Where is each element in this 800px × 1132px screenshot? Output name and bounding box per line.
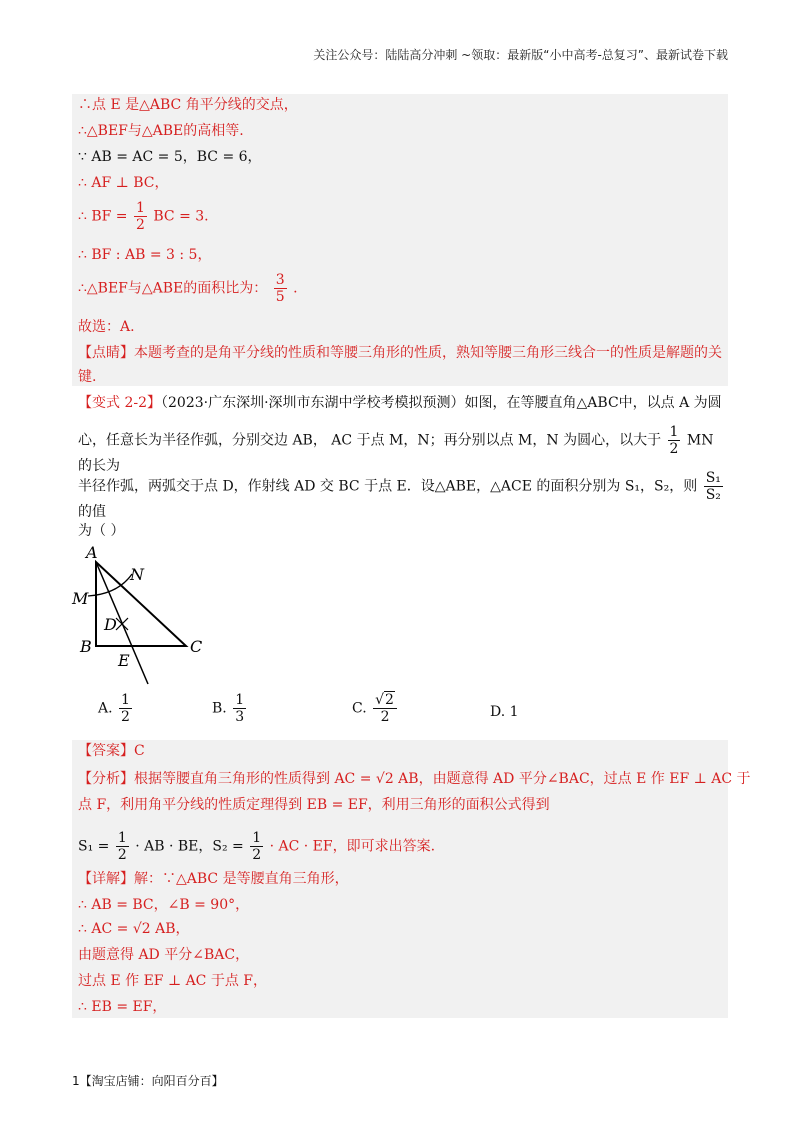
fraction <box>116 830 129 863</box>
option-d[interactable] <box>490 704 519 720</box>
solution-block <box>72 94 728 386</box>
label-m: M <box>72 589 89 608</box>
fraction-numerator: 3 <box>275 272 285 288</box>
fraction-denominator: 3 <box>235 709 245 725</box>
solution-line-5-post: BC = 3. <box>153 208 209 225</box>
solution-line-1: ∴点 E 是△ABC 角平分线的交点， <box>78 97 298 113</box>
detail-line-5: 过点 E 作 EF ⊥ AC 于点 F， <box>78 973 268 989</box>
fraction-denominator: 2 <box>669 441 679 457</box>
question-line-2 <box>78 424 728 475</box>
detail-text-3a: ∴ AC = <box>78 921 129 937</box>
fraction-numerator: 1 <box>669 424 679 440</box>
solution-line-7-post: . <box>293 280 298 297</box>
fraction-numerator <box>373 692 397 709</box>
solution-line-7-pre: ∴△BEF与△ABE的面积比为： <box>78 280 268 297</box>
label-n: N <box>130 565 144 584</box>
fraction <box>373 692 397 725</box>
detail-line-4: 由题意得 AD 平分∠BAC， <box>78 947 250 963</box>
question-text-2-post: MN 的长为 <box>78 432 714 474</box>
detail-tag: 【详解】 <box>78 871 134 887</box>
fraction-denominator: 2 <box>117 847 127 863</box>
answer-block <box>72 740 751 1018</box>
radicand: 2 <box>385 692 394 708</box>
option-c-label: C. <box>352 700 367 717</box>
analysis-line-1 <box>78 770 751 788</box>
question-text-1: （2023·广东深圳·深圳市东湖中学校考模拟预测）如图，在等腰直角△ABC中，以点 A 为圆 <box>161 395 722 411</box>
analysis-tag: 【分析】 <box>78 771 134 787</box>
fraction-numerator: 1 <box>252 830 262 846</box>
comment-body: 本题考查的是角平分线的性质和等腰三角形的性质，熟知等腰三角形三线合一的性质是解题的关 <box>134 345 722 361</box>
fraction <box>250 830 263 863</box>
page-header: 关注公众号：陆陆高分冲刺 ~领取：最新版“小中高考-总复习”、最新试卷下载 <box>313 48 728 62</box>
fraction-numerator: 1 <box>117 830 127 846</box>
option-b[interactable] <box>212 692 248 725</box>
sqrt-symbol: √ <box>132 921 142 937</box>
analysis-line-3 <box>78 830 435 863</box>
analysis-line-2: 点 F，利用角平分线的性质定理得到 EB = EF，利用三角形的面积公式得到 <box>78 797 550 813</box>
label-d: D <box>104 615 117 634</box>
solution-line-3: ∵ AB = AC = 5，BC = 6， <box>78 149 262 165</box>
option-a[interactable] <box>98 692 134 725</box>
comment-tag: 【点睛】 <box>78 345 134 361</box>
fraction-denominator: S₂ <box>705 487 721 503</box>
analysis-s2-expr: · AC · EF，即可求出答案. <box>269 838 436 855</box>
answer-value: C <box>134 743 145 759</box>
detail-line-3 <box>78 920 190 938</box>
sqrt-symbol: √ <box>375 771 385 787</box>
solution-line-2: ∴△BEF与△ABE的高相等. <box>78 123 244 139</box>
solution-choice: 故选：A. <box>78 319 135 335</box>
question-text-2: 心，任意长为半径作弧，分别交边 AB， AC 于点 M，N；再分别以点 M，N 为圆心，以大于 <box>78 432 662 449</box>
fraction-numerator: 1 <box>235 692 245 708</box>
fraction <box>274 272 287 305</box>
label-b: B <box>80 637 92 656</box>
label-a: A <box>86 543 98 562</box>
label-c: C <box>190 637 203 656</box>
question-line-4: 为（ ） <box>78 523 125 539</box>
answer-line <box>78 742 145 760</box>
solution-line-5-pre: ∴ BF = <box>78 208 128 225</box>
detail-line-1 <box>78 870 349 888</box>
option-d-value: 1 <box>509 704 519 720</box>
option-c[interactable] <box>352 692 399 725</box>
geometry-figure <box>70 540 220 690</box>
fraction-denominator: 2 <box>121 709 130 725</box>
detail-line-2: ∴ AB = BC，∠B = 90°， <box>78 897 250 913</box>
solution-line-4: ∴ AF ⊥ BC， <box>78 175 169 191</box>
fraction-numerator: 1 <box>136 200 145 216</box>
solution-line-6: ∴ BF : AB = 3 : 5， <box>78 247 212 263</box>
fraction-denominator: 2 <box>252 847 262 863</box>
answer-tag: 【答案】 <box>78 743 134 759</box>
comment-continuation: 键. <box>78 369 97 385</box>
fraction <box>119 692 132 725</box>
analysis-s1-expr: · AB · BE，S₂ = <box>135 838 244 855</box>
analysis-text-1a: 根据等腰直角三角形的性质得到 AC = <box>134 771 372 787</box>
fraction-numerator: 1 <box>121 692 130 708</box>
option-b-label: B. <box>212 700 227 717</box>
solution-line-7 <box>78 272 298 305</box>
fraction <box>134 200 147 233</box>
comment <box>78 344 722 362</box>
option-d-label: D. <box>490 704 506 720</box>
label-e: E <box>118 651 130 670</box>
fraction <box>704 470 723 503</box>
question-text-3-post: 的值 <box>78 504 106 520</box>
fraction <box>668 424 681 457</box>
page-footer: 1【淘宝店铺：向阳百分百】 <box>72 1074 224 1088</box>
analysis-s1: S₁ = <box>78 838 110 855</box>
fraction-numerator: S₁ <box>705 470 721 486</box>
fraction-denominator: 2 <box>380 709 390 725</box>
question-line-1 <box>78 394 728 412</box>
question-tag: 【变式 2-2】 <box>78 395 161 411</box>
analysis-text-1b: 2 AB，由题意得 AD 平分∠BAC，过点 E 作 EF ⊥ AC 于 <box>384 771 751 787</box>
detail-text-1: 解：∵△ABC 是等腰直角三角形， <box>134 871 349 887</box>
sqrt: √2 <box>375 692 394 708</box>
fraction-denominator: 2 <box>136 217 145 233</box>
question-text-3: 半径作弧，两弧交于点 D，作射线 AD 交 BC 于点 E．设△ABE，△ACE 的面积分别为 S₁，S₂，则 <box>78 478 698 495</box>
fraction <box>233 692 246 725</box>
question-line-3 <box>78 470 728 521</box>
solution-line-5 <box>78 200 209 233</box>
fraction-denominator: 5 <box>275 289 285 305</box>
detail-text-3b: 2 AB， <box>141 921 190 937</box>
option-a-label: A. <box>98 700 113 717</box>
detail-line-6: ∴ EB = EF， <box>78 999 167 1015</box>
arc-mn <box>88 574 132 596</box>
